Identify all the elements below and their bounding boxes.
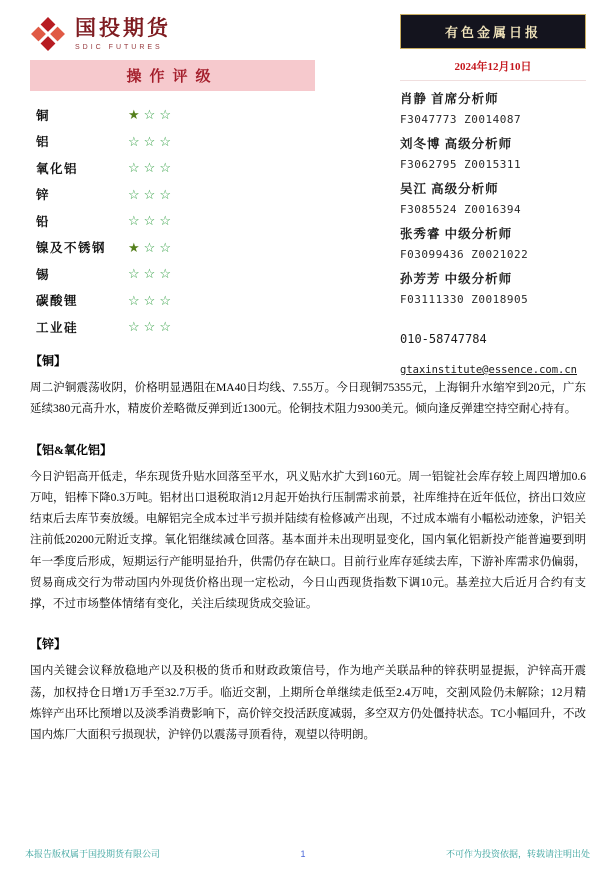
star-empty-icon: ☆	[159, 213, 175, 228]
star-empty-icon: ☆	[143, 133, 160, 149]
rating-row	[36, 212, 315, 230]
star-empty-icon: ☆	[143, 213, 160, 228]
star-empty-icon: ☆	[159, 107, 175, 122]
star-filled-icon: ★	[128, 239, 144, 255]
rating-stars	[128, 161, 175, 174]
star-empty-icon: ☆	[159, 292, 175, 308]
star-filled-icon: ★	[128, 107, 144, 122]
logo-english-name: SDIC FUTURES	[75, 43, 163, 51]
rating-stars	[128, 108, 175, 121]
star-empty-icon: ☆	[159, 266, 175, 281]
report-section	[30, 352, 586, 421]
rating-stars	[128, 320, 175, 333]
analyst-codes: F3047773 Z0014087	[400, 113, 522, 126]
analyst-name: 吴江 高级分析师	[400, 182, 499, 196]
report-title: 有色金属日报	[400, 14, 586, 49]
star-empty-icon: ☆	[159, 239, 175, 255]
metal-name: 铝	[36, 135, 51, 149]
rating-row	[36, 238, 315, 256]
section-heading: 【铝&氧化铝】	[30, 442, 112, 457]
star-empty-icon: ☆	[159, 186, 175, 202]
section-text: 周二沪铜震荡收阴，价格明显遇阻在MA40日均线、7.55万。今日现铜75355元，上海铜升水缩窄到20元，广东延续380元高升水，精废价差略微反弹到近1300元。伦铜技术阻力9300美元。倾向逢反弹建空持空耐心持有。	[30, 382, 586, 416]
footer-copyright: 本报告版权属于国投期货有限公司	[25, 849, 161, 859]
star-empty-icon: ☆	[128, 319, 144, 334]
report-section	[30, 441, 586, 616]
analyst-codes: F03099436 Z0021022	[400, 248, 529, 261]
report-date: 2024年12月10日	[400, 49, 586, 81]
report-body	[30, 352, 586, 766]
section-text: 国内关键会议释放稳地产以及积极的货币和财政政策信号，作为地产关联品种的锌获明显提振，沪锌高开震荡，加权持仓日增1万手至32.7万手。临近交割，上期所仓单继续走低至2.4万吨，交割风险仍未解除；12月精炼锌产出环比预增以及淡季消费影响下，高价锌交投活跃度减弱，多空双方仍处僵持状态。TC小幅回升，不改国内炼厂大面积亏损现状，沪锌仍以震荡寻顶看待，观望以待明朗。	[30, 665, 586, 742]
metal-name: 氧化铝	[36, 161, 79, 176]
rating-row	[36, 265, 315, 283]
star-empty-icon: ☆	[128, 292, 144, 308]
star-empty-icon: ☆	[143, 107, 160, 122]
star-empty-icon: ☆	[159, 160, 175, 175]
rating-row	[36, 185, 315, 203]
analyst-name: 肖静 首席分析师	[400, 92, 499, 106]
metal-name: 碳酸锂	[36, 294, 79, 308]
contact-phone: 010-58747784	[400, 332, 487, 346]
analyst-name: 孙芳芳 中级分析师	[400, 272, 513, 286]
footer-disclaimer: 不可作为投资依据，转载请注明出处	[445, 849, 590, 859]
star-empty-icon: ☆	[159, 319, 175, 334]
star-empty-icon: ☆	[128, 266, 144, 281]
rating-stars	[128, 294, 175, 307]
analyst-codes: F3062795 Z0015311	[400, 158, 522, 171]
analyst-name: 刘冬博 高级分析师	[400, 137, 513, 151]
contact-email-link[interactable]: gtaxinstitute@essence.com.cn	[400, 364, 578, 376]
page-footer	[25, 847, 590, 860]
star-empty-icon: ☆	[143, 319, 160, 334]
star-empty-icon: ☆	[143, 266, 160, 281]
ratings-title: 操作评级	[30, 60, 315, 91]
metal-name: 工业硅	[36, 320, 79, 335]
section-text: 今日沪铝高开低走，华东现货升贴水回落至平水，巩义贴水扩大到160元。周一铝锭社会库存较上周四增加0.6万吨，铝棒下降0.3万吨。铝材出口退税取消12月起开始执行压制需求前景，社库维持在近年低位，挤出口效应结束后去库节奏放缓。电解铝完全成本过半亏损并陆续有检修减产出现，不过成本端有小幅松动迹象，沪铝关注前低20200元附近支撑。氧化铝继续减仓回落。基本面并未出现明显变化，国内氧化铝新投产能普遍要到明年一季度后形成，短期运行产能明显抬升，供需仍存在缺口。目前行业库存延续去库，下游补库需求仍偏弱，贸易商成交行为带动国内外现货价格出现一定松动，今日山西现货指数下调10元。基差拉大后近月合约有支撑，不过市场整体情绪有变化，关注后续现货成交验证。	[30, 470, 586, 611]
rating-stars	[128, 188, 175, 201]
star-empty-icon: ☆	[143, 239, 160, 255]
star-empty-icon: ☆	[128, 133, 144, 149]
metal-name: 镍及不锈钢	[36, 241, 107, 255]
analyst-name: 张秀睿 中级分析师	[400, 227, 513, 241]
star-empty-icon: ☆	[143, 292, 160, 308]
rating-stars	[128, 214, 175, 227]
metal-name: 锡	[36, 267, 51, 282]
rating-stars	[128, 135, 175, 148]
star-empty-icon: ☆	[159, 133, 175, 149]
star-empty-icon: ☆	[128, 186, 144, 202]
analyst-codes: F03111330 Z0018905	[400, 293, 529, 306]
rating-stars	[128, 267, 175, 280]
star-empty-icon: ☆	[128, 213, 144, 228]
rating-row	[36, 318, 315, 336]
rating-stars	[128, 241, 175, 254]
rating-row	[36, 291, 315, 309]
rating-row	[36, 132, 315, 150]
rating-row	[36, 159, 315, 177]
report-section	[30, 635, 586, 746]
analyst-codes: F3085524 Z0016394	[400, 203, 522, 216]
section-heading: 【锌】	[30, 637, 67, 652]
metal-name: 锌	[36, 188, 51, 202]
metal-name: 铅	[36, 214, 51, 229]
company-logo	[30, 16, 171, 52]
ratings-list	[30, 91, 315, 336]
logo-chinese-name: 国投期货	[75, 17, 171, 41]
star-empty-icon: ☆	[143, 186, 160, 202]
right-column	[400, 14, 586, 378]
page-number: 1	[300, 848, 306, 859]
section-heading: 【铜】	[30, 354, 67, 368]
logo-diamond-icon	[30, 16, 66, 52]
rating-row	[36, 106, 315, 124]
star-empty-icon: ☆	[143, 160, 160, 175]
logo-text	[75, 17, 171, 50]
ratings-panel	[30, 60, 315, 336]
analyst-list	[400, 89, 586, 306]
metal-name: 铜	[36, 108, 51, 123]
star-empty-icon: ☆	[128, 160, 144, 175]
